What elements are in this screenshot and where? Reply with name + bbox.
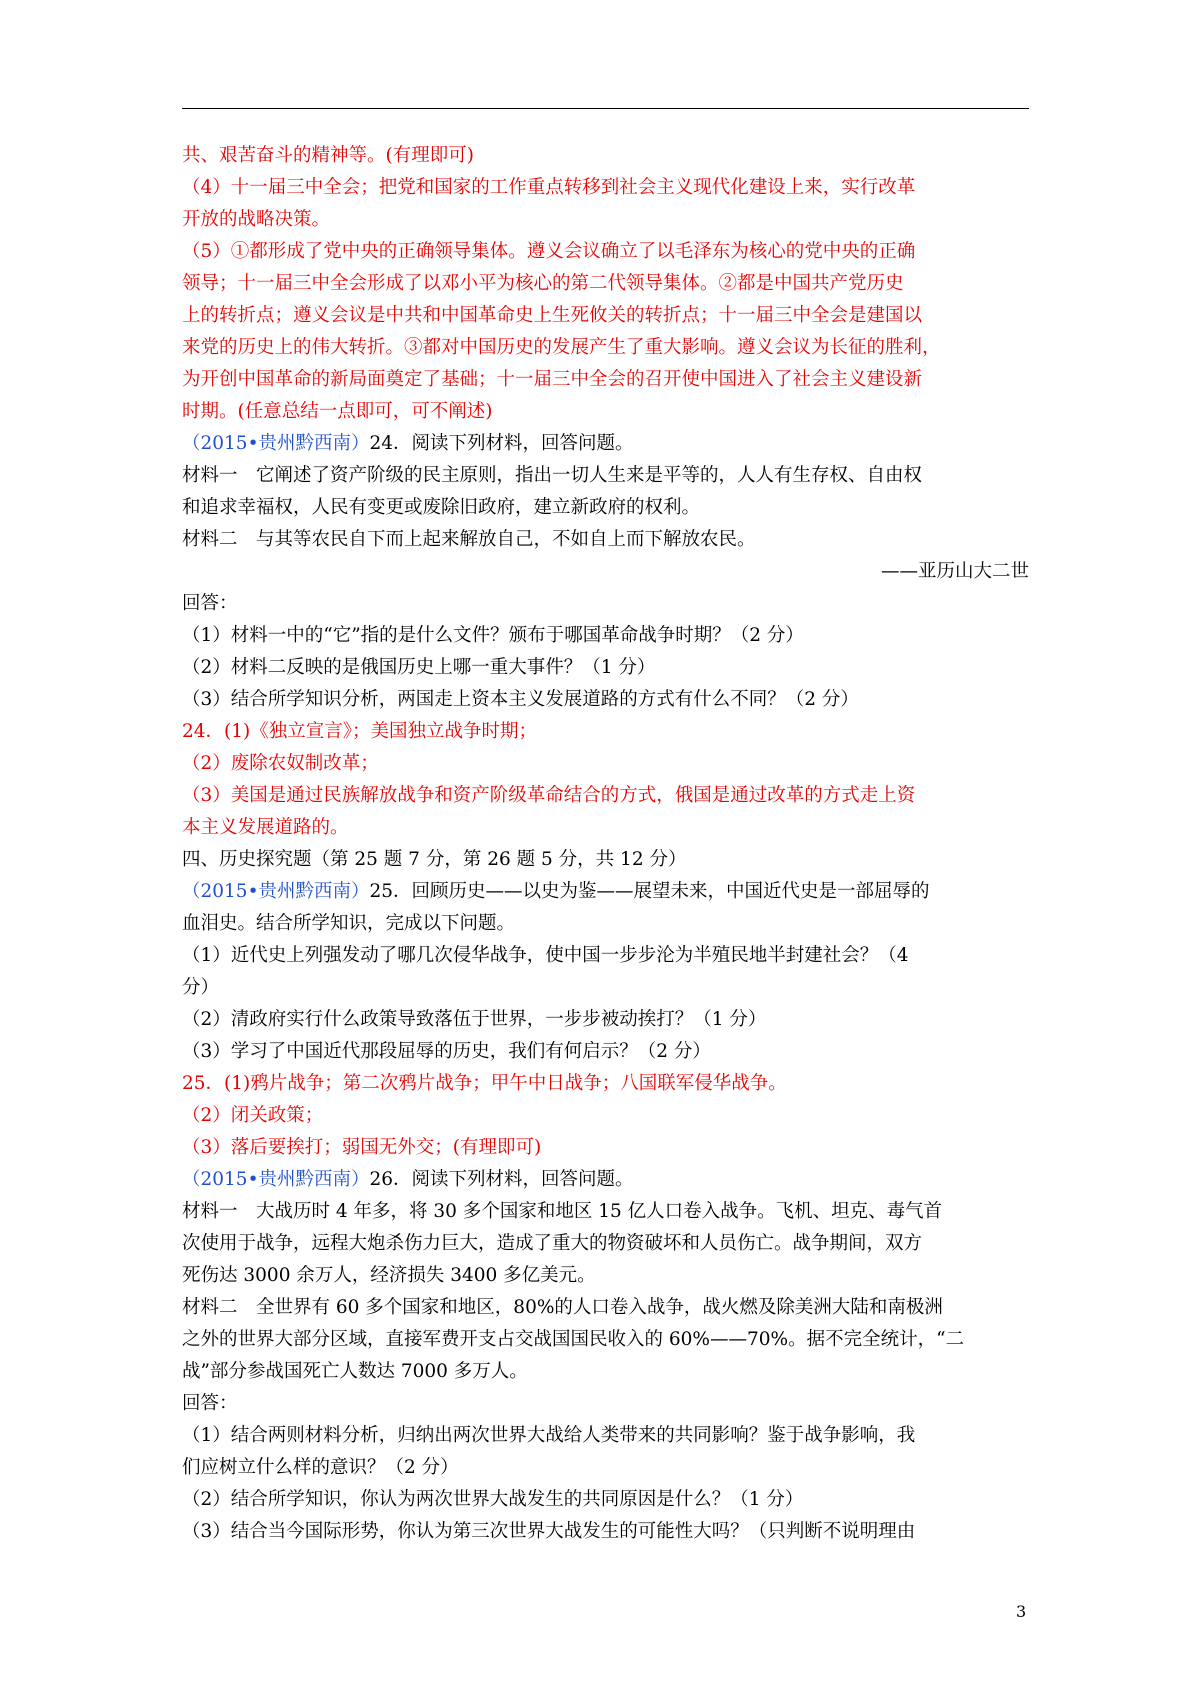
text-line — [182, 1068, 1029, 1100]
text-segment: 时期。(任意总结一点即可，可不阐述) — [182, 401, 493, 422]
text-line — [182, 1036, 1029, 1068]
text-line — [182, 876, 1029, 908]
text-segment: 回答： — [182, 593, 238, 614]
text-segment: （2）结合所学知识，你认为两次世界大战发生的共同原因是什么？（1 分） — [182, 1489, 804, 1510]
text-line — [182, 1196, 1029, 1228]
text-segment: （1）材料一中的“它”指的是什么文件？颁布于哪国革命战争时期？（2 分） — [182, 625, 804, 646]
text-line — [182, 1292, 1029, 1324]
text-line — [182, 972, 1029, 1004]
text-segment: 上的转折点；遵义会议是中共和中国革命史上生死攸关的转折点；十一届三中全会是建国以 — [182, 305, 923, 326]
text-line — [182, 204, 1029, 236]
text-line — [182, 1100, 1029, 1132]
text-segment: （2）废除农奴制改革； — [182, 753, 379, 774]
text-line — [182, 268, 1029, 300]
text-line — [182, 1420, 1029, 1452]
text-line — [182, 620, 1029, 652]
text-segment: 共、艰苦奋斗的精神等。(有理即可) — [182, 145, 474, 166]
text-segment: 24．阅读下列材料，回答问题。 — [369, 433, 634, 454]
text-segment: （2）材料二反映的是俄国历史上哪一重大事件？（1 分） — [182, 657, 656, 678]
text-segment: （1）近代史上列强发动了哪几次侵华战争，使中国一步步沦为半殖民地半封建社会？（4 — [182, 945, 909, 966]
text-line — [182, 1324, 1029, 1356]
text-line — [182, 812, 1029, 844]
text-segment: ——亚历山大二世 — [880, 561, 1029, 582]
text-line — [182, 1164, 1029, 1196]
text-segment: 材料一 它阐述了资产阶级的民主原则，指出一切人生来是平等的，人人有生存权、自由权 — [182, 465, 923, 486]
text-line — [182, 236, 1029, 268]
text-line — [182, 172, 1029, 204]
text-segment: （3）美国是通过民族解放战争和资产阶级革命结合的方式，俄国是通过改革的方式走上资 — [182, 785, 916, 806]
text-segment: 领导；十一届三中全会形成了以邓小平为核心的第二代领导集体。②都是中国共产党历史 — [182, 273, 904, 294]
page-number: 3 — [1016, 1602, 1027, 1621]
text-line — [182, 716, 1029, 748]
source-tag: （2015•贵州黔西南） — [182, 433, 370, 454]
text-line — [182, 1484, 1029, 1516]
text-segment: 们应树立什么样的意识？（2 分） — [182, 1457, 459, 1478]
text-segment: 战”部分参战国死亡人数达 7000 多万人。 — [182, 1361, 528, 1382]
text-segment: （1）结合两则材料分析，归纳出两次世界大战给人类带来的共同影响？鉴于战争影响，我 — [182, 1425, 916, 1446]
source-tag: （2015•贵州黔西南） — [182, 881, 370, 902]
text-line — [182, 1260, 1029, 1292]
text-line — [182, 332, 1029, 364]
text-segment: 26．阅读下列材料，回答问题。 — [369, 1169, 634, 1190]
text-line — [182, 428, 1029, 460]
text-line — [182, 556, 1029, 588]
text-segment: 分） — [182, 977, 220, 998]
text-line — [182, 588, 1029, 620]
text-segment: （5）①都形成了党中央的正确领导集体。遵义会议确立了以毛泽东为核心的党中央的正确 — [182, 241, 916, 262]
text-line — [182, 652, 1029, 684]
text-segment: 25．(1)鸦片战争；第二次鸦片战争；甲午中日战争；八国联军侵华战争。 — [182, 1073, 787, 1094]
text-line — [182, 1388, 1029, 1420]
text-line — [182, 748, 1029, 780]
text-segment: （3）学习了中国近代那段屈辱的历史，我们有何启示？（2 分） — [182, 1041, 711, 1062]
text-line — [182, 300, 1029, 332]
text-segment: 材料二 全世界有 60 多个国家和地区，80%的人口卷入战争，战火燃及除美洲大陆和南极洲 — [182, 1297, 943, 1318]
text-segment: 为开创中国革命的新局面奠定了基础；十一届三中全会的召开使中国进入了社会主义建设新 — [182, 369, 923, 390]
text-line — [182, 1228, 1029, 1260]
text-segment: 之外的世界大部分区域，直接军费开支占交战国国民收入的 60%——70%。据不完全统计，“二 — [182, 1329, 965, 1350]
text-line — [182, 364, 1029, 396]
text-line — [182, 492, 1029, 524]
header-rule — [182, 108, 1029, 109]
text-segment: 四、历史探究题（第 25 题 7 分，第 26 题 5 分，共 12 分） — [182, 849, 687, 870]
text-segment: 血泪史。结合所学知识，完成以下问题。 — [182, 913, 516, 934]
text-line — [182, 684, 1029, 716]
text-segment: （2）闭关政策； — [182, 1105, 324, 1126]
text-line — [182, 780, 1029, 812]
text-segment: 回答： — [182, 1393, 238, 1414]
text-segment: （3）结合所学知识分析，两国走上资本主义发展道路的方式有什么不同？（2 分） — [182, 689, 859, 710]
text-segment: 次使用于战争，远程大炮杀伤力巨大，造成了重大的物资破坏和人员伤亡。战争期间，双方 — [182, 1233, 923, 1254]
text-line — [182, 940, 1029, 972]
text-line — [182, 1004, 1029, 1036]
text-segment: 开放的战略决策。 — [182, 209, 331, 230]
document-body — [182, 140, 1029, 1548]
text-segment: 来党的历史上的伟大转折。③都对中国历史的发展产生了重大影响。遵义会议为长征的胜利， — [182, 337, 941, 358]
text-line — [182, 1452, 1029, 1484]
text-line — [182, 140, 1029, 172]
source-tag: （2015•贵州黔西南） — [182, 1169, 370, 1190]
text-segment: 25．回顾历史——以史为鉴——展望未来，中国近代史是一部屈辱的 — [369, 881, 930, 902]
text-line — [182, 1356, 1029, 1388]
text-segment: 材料一 大战历时 4 年多，将 30 多个国家和地区 15 亿人口卷入战争。飞机、坦克、毒气首 — [182, 1201, 943, 1222]
text-segment: （4）十一届三中全会；把党和国家的工作重点转移到社会主义现代化建设上来，实行改革 — [182, 177, 916, 198]
text-segment: 死伤达 3000 余万人，经济损失 3400 多亿美元。 — [182, 1265, 596, 1286]
text-segment: （3）结合当今国际形势，你认为第三次世界大战发生的可能性大吗？（只判断不说明理由 — [182, 1521, 916, 1542]
text-line — [182, 1132, 1029, 1164]
text-segment: （3）落后要挨打；弱国无外交；(有理即可) — [182, 1137, 542, 1158]
text-segment: （2）清政府实行什么政策导致落伍于世界，一步步被动挨打？（1 分） — [182, 1009, 767, 1030]
text-line — [182, 844, 1029, 876]
text-line — [182, 1516, 1029, 1548]
text-segment: 本主义发展道路的。 — [182, 817, 349, 838]
text-line — [182, 396, 1029, 428]
text-line — [182, 524, 1029, 556]
text-segment: 材料二 与其等农民自下而上起来解放自己，不如自上而下解放农民。 — [182, 529, 756, 550]
text-line — [182, 460, 1029, 492]
text-segment: 和追求幸福权，人民有变更或废除旧政府，建立新政府的权利。 — [182, 497, 701, 518]
text-segment: 24．(1)《独立宣言》；美国独立战争时期； — [182, 721, 537, 742]
text-line — [182, 908, 1029, 940]
